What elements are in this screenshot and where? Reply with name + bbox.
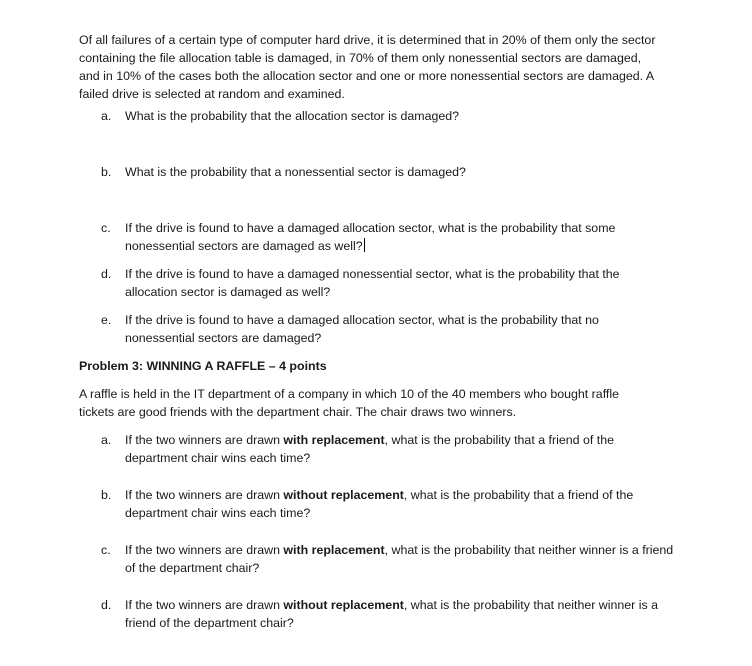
question-text: What is the probability that the allocation sector is damaged? — [125, 109, 460, 123]
question-text: If the drive is found to have a damaged allocation sector, what is the probability that no nonessential sectors are damaged? — [125, 313, 599, 345]
question-text-post: , what is the probability that a friend of the department chair wins each time? — [125, 433, 614, 465]
question-b — [79, 163, 669, 181]
question-text-pre: If the two winners are drawn — [125, 543, 284, 557]
problem-intro: Of all failures of a certain type of computer hard drive, it is determined that in 20% of them only the sector containing the file allocation table is damaged, in 70% of them only nonessential sectors are damaged, and in 10% of the cases both the allocation sector and one or more nonessential sectors are damaged. A failed drive is selected at random and examined. — [79, 33, 656, 101]
text-cursor — [364, 238, 365, 252]
question-label: b. — [101, 488, 112, 502]
question-text-bold: with replacement — [283, 543, 385, 557]
question-text-pre: If the two winners are drawn — [125, 433, 284, 447]
question-label: c. — [101, 221, 111, 235]
question-label: b. — [101, 165, 112, 179]
question-label: d. — [101, 598, 112, 612]
question-text-pre: If the two winners are drawn — [125, 598, 284, 612]
question-text-bold: with replacement — [283, 433, 385, 447]
question-d — [79, 265, 645, 301]
question-text-post: , what is the probability that neither winner is a friend of the department chair? — [125, 598, 659, 630]
question-label: a. — [101, 109, 112, 123]
question-c — [79, 219, 645, 255]
question-text-bold: without replacement — [283, 598, 404, 612]
question-text: What is the probability that a nonessential sector is damaged? — [125, 165, 466, 179]
question-label: d. — [101, 267, 112, 281]
question-text-pre: If the two winners are drawn — [125, 488, 284, 502]
question-text-post: , what is the probability that a friend of the department chair wins each time? — [125, 488, 634, 520]
question-text-bold: without replacement — [283, 488, 404, 502]
p3-question-d — [79, 596, 675, 632]
p3-question-b — [79, 486, 665, 522]
p3-question-c — [79, 541, 675, 577]
question-text: If the drive is found to have a damaged nonessential sector, what is the probability that the allocation sector is damaged as well? — [125, 267, 620, 299]
question-text-post: , what is the probability that neither winner is a friend of the department chair? — [125, 543, 674, 575]
question-label: c. — [101, 543, 111, 557]
question-label: e. — [101, 313, 112, 327]
question-text: If the drive is found to have a damaged allocation sector, what is the probability that some nonessential sectors are damaged as well? — [125, 221, 616, 253]
question-label: a. — [101, 433, 112, 447]
p3-question-a — [79, 431, 665, 467]
question-e — [79, 311, 645, 347]
question-a — [79, 107, 669, 125]
problem3-intro: A raffle is held in the IT department of a company in which 10 of the 40 members who bought raffle tickets are good friends with the department chair. The chair draws two winners. — [79, 387, 619, 419]
document-page — [79, 31, 674, 632]
problem3-title: Problem 3: WINNING A RAFFLE – 4 points — [79, 359, 327, 373]
